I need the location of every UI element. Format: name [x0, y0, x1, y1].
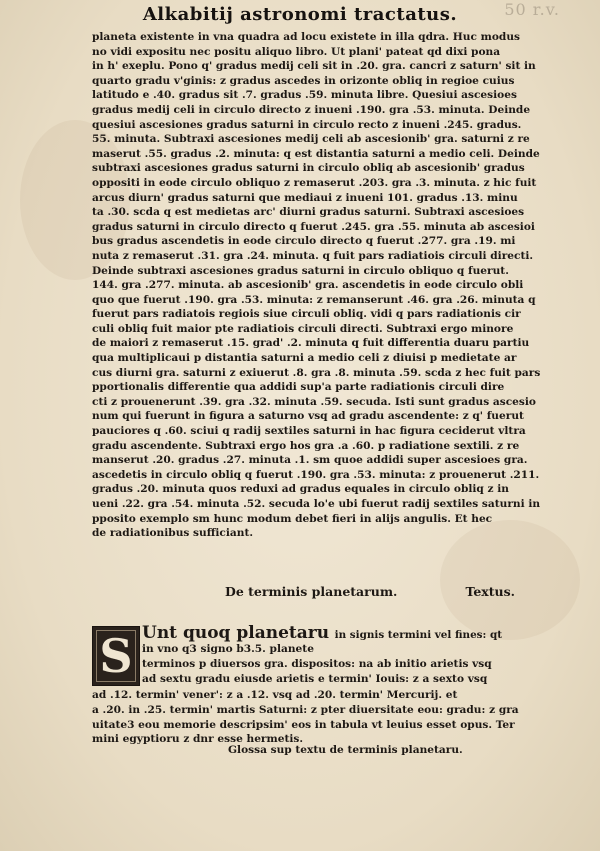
text-line: arcus diurn' gradus saturni que mediaui z inueni 101. gradus .13. minu: [92, 191, 518, 204]
text-line: quarto gradu v'ginis: z gradus ascedes in orizonte obliq in regioe cuius: [92, 74, 515, 87]
text-line: cus diurni gra. saturni z exiuerut .8. gra .8. minuta .59. scda z hec fuit pars: [92, 366, 541, 379]
text-line: uitate3 eou memorie descripsim' eos in tabula vt leuius esset opus. Ter: [92, 718, 515, 731]
text-line: a .20. in .25. termin' martis Saturni: z pter diuersitate eou: gradu: z gra: [92, 703, 519, 716]
text-line: maserut .55. gradus .2. minuta: q est distantia saturni a medio celi. Deinde: [92, 147, 540, 160]
text-body-indented: [142, 642, 572, 686]
decorated-initial: S: [92, 626, 140, 686]
text-line: in h' exeplu. Pono q' gradus medij celi sit in .20. gra. cancri z saturn' sit in: [92, 60, 536, 73]
text-line: manserut .20. gradus .27. minuta .1. sm quoe addidi super ascesioes gra.: [92, 454, 528, 467]
text-line: gradus medij celi in circulo directo z inueni .190. gra .53. minuta. Deinde: [92, 103, 531, 116]
text-line: pposito exemplo sm hunc modum debet fieri in alijs angulis. Et hec: [92, 512, 493, 525]
text-body-full: [92, 688, 572, 747]
text-line: gradu ascendente. Subtraxi ergo hos gra .a .60. p radiatione sextili. z re: [92, 439, 520, 452]
text-line: pportionalis differentie qua addidi sup'a parte radiationis circuli dire: [92, 381, 505, 394]
text-line: oppositi in eode circulo obliquo z remaserut .203. gra .3. minuta. z hic fuit: [92, 176, 537, 189]
text-line: quo que fuerut .190. gra .53. minuta: z remanserunt .46. gra .26. minuta q: [92, 293, 536, 306]
text-line: culi obliq fuit maior pte radiatiois circuli directi. Subtraxi ergo minore: [92, 322, 514, 335]
text-line: ad .12. termin' vener': z a .12. vsq ad .20. termin' Mercurij. et: [92, 689, 458, 701]
text-line: in vno q3 signo b3.5. planete: [142, 643, 314, 655]
text-line: mini egyptioru z dnr esse hermetis.: [92, 733, 304, 746]
text-line: de maiori z remaserut .15. grad' .2. minuta q fuit differentia duaru partiu: [92, 337, 530, 350]
text-line: nuta z remaserut .31. gra .24. minuta. q fuit pars radiatiois circuli directi.: [92, 249, 534, 262]
running-head: Alkabitij astronomi tractatus.: [142, 4, 458, 25]
text-line: qua multiplicaui p distantia saturni a medio celi z diuisi p medietate ar: [92, 352, 517, 365]
text-line: 55. minuta. Subtraxi ascesiones medij celi ab ascesionib' gra. saturni z re: [92, 133, 530, 146]
commentary-text-block: [92, 30, 562, 541]
text-line: planeta existente in vna quadra ad locu existete in illa qdra. Huc modus: [92, 31, 520, 43]
text-line: num qui fuerunt in figura a saturno vsq ad gradu ascendente: z q' fuerut: [92, 410, 524, 423]
gloss-heading: Glossa sup textu de terminis planetaru.: [228, 744, 463, 756]
text-line: ta .30. scda q est medietas arc' diurni gradus saturni. Subtraxi ascesioes: [92, 206, 525, 219]
text-line: bus gradus ascendetis in eode circulo directo q fuerut .277. gra .19. mi: [92, 235, 516, 248]
text-line: gradus .20. minuta quos reduxi ad gradus equales in circulo obliq z in: [92, 483, 509, 496]
text-line: latitudo e .40. gradus sit .7. gradus .59. minuta libre. Quesiui ascesioes: [92, 89, 517, 102]
folio-number: 50 r.v.: [504, 0, 560, 19]
section-label: Textus.: [465, 584, 515, 599]
text-line: gradus saturni in circulo directo q fuerut .245. gra .55. minuta ab ascesioi: [92, 220, 535, 233]
text-lead-line: [142, 623, 572, 643]
text-line: Deinde subtraxi ascesiones gradus saturni in circulo obliquo q fuerut.: [92, 264, 509, 277]
text-line: fuerut pars radiatois regiois siue circuli obliq. vidi q pars radiationis cir: [92, 308, 521, 321]
text-line: 144. gra .277. minuta. ab ascesionib' gra. ascendetis in eode circulo obli: [92, 279, 524, 292]
text-line: ueni .22. gra .54. minuta .52. secuda lo'e ubi fuerut radij sextiles saturni in: [92, 498, 541, 510]
text-line: terminos p diuersos gra. dispositos: na ab initio arietis vsq: [142, 657, 492, 670]
text-line: subtraxi ascesiones gradus saturni in circulo obliq ab ascesionib' gradus: [92, 162, 525, 175]
text-line: quesiui ascesiones gradus saturni in circulo recto z inueni .245. gradus.: [92, 118, 522, 131]
text-line: ad sextu gradu eiusde arietis e termin' Iouis: z a sexto vsq: [142, 672, 488, 685]
text-line: pauciores q .60. sciui q radij sextiles saturni in hac figura ceciderut vltra: [92, 425, 526, 438]
text-line: ascedetis in circulo obliq q fuerut .190. gra .53. minuta: z prouenerut .211.: [92, 468, 540, 481]
text-line: de radiationibus sufficiant.: [92, 527, 254, 540]
section-heading: [225, 584, 515, 599]
section-title: De terminis planetarum.: [225, 584, 398, 599]
text-lead-large: Unt quoq planetaru: [142, 623, 330, 643]
text-lead-small: in signis termini vel fines: qt: [334, 629, 503, 641]
text-line: no vidi expositu nec positu aliquo libro. Ut plani' pateat qd dixi pona: [92, 45, 501, 58]
text-line: cti z prouenerunt .39. gra .32. minuta .59. secuda. Isti sunt gradus ascesio: [92, 395, 536, 408]
